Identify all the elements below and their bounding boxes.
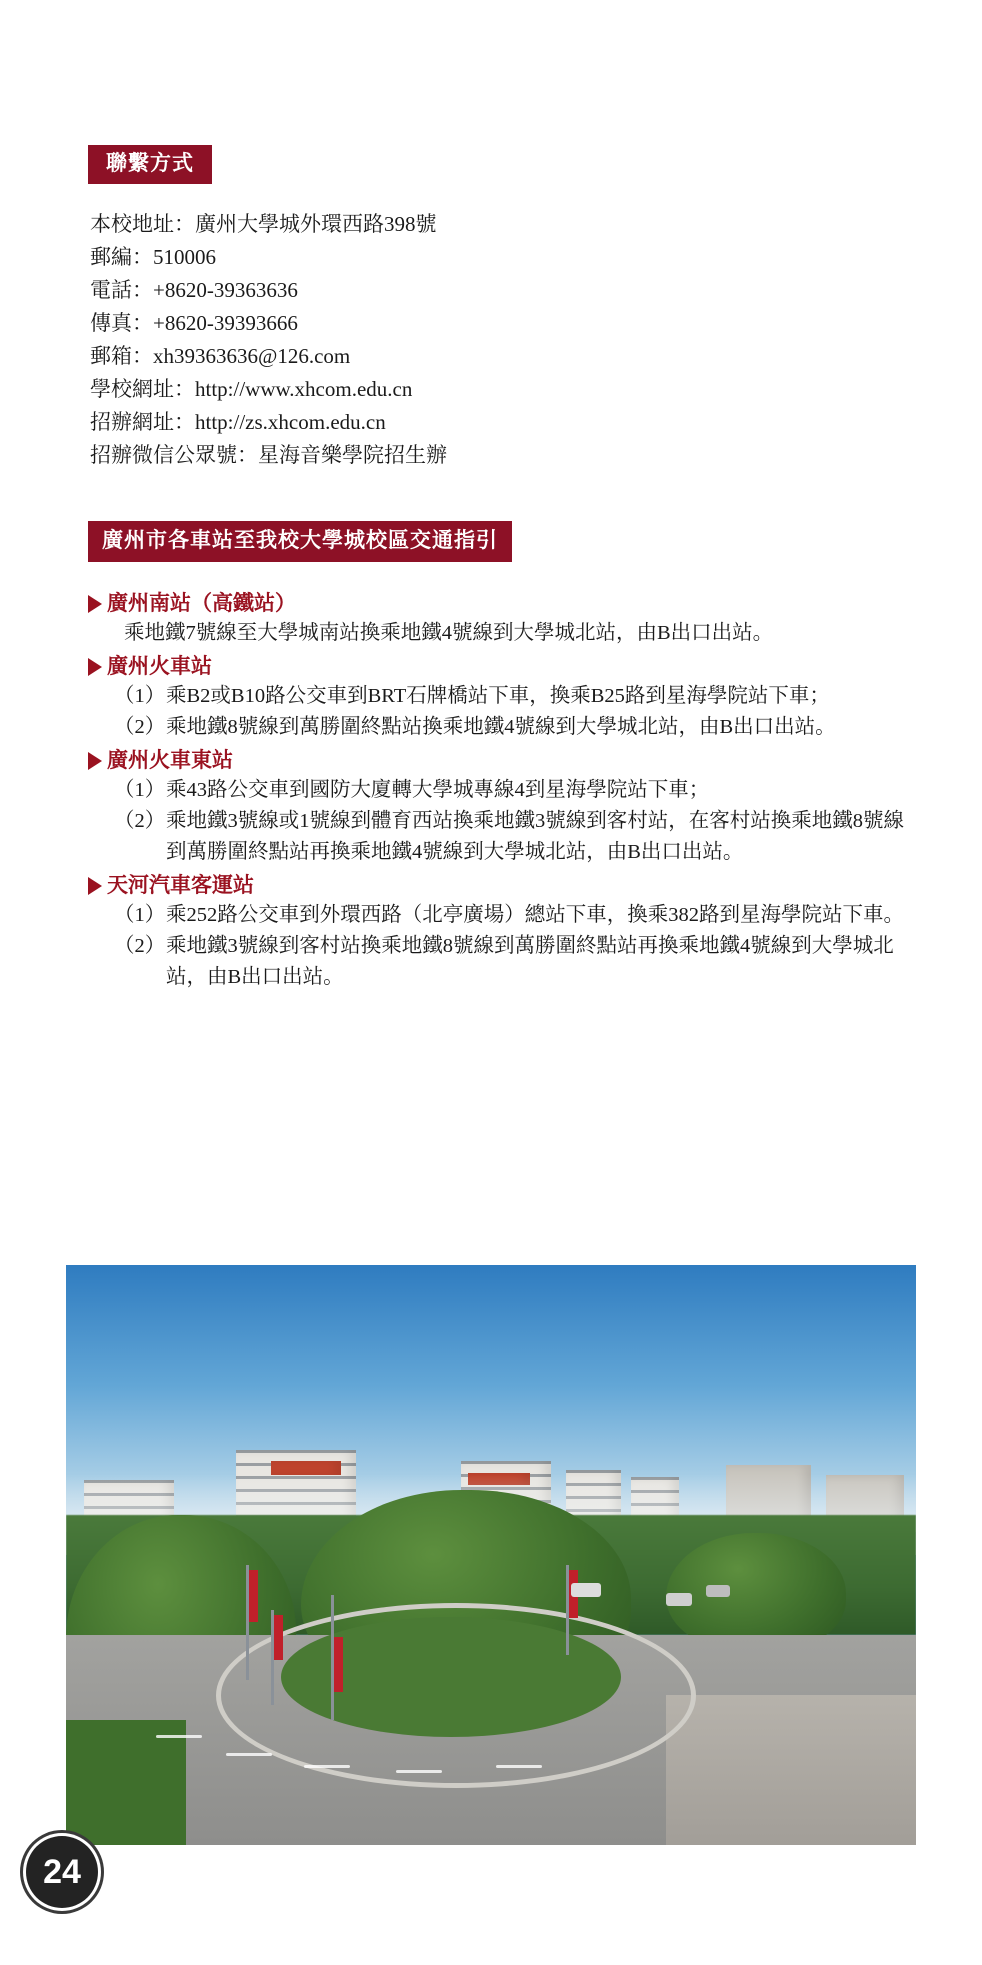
list-item-number: （2） <box>114 716 166 738</box>
list-item <box>114 806 908 868</box>
station-block-guangzhou-railway <box>88 651 908 743</box>
photo-plaza <box>666 1695 916 1845</box>
transport-section-heading: 廣州市各車站至我校大學城校區交通指引 <box>88 521 512 562</box>
triangle-bullet-icon <box>88 877 102 895</box>
list-item-number: （2） <box>114 935 166 957</box>
list-item <box>114 712 908 743</box>
photo-car <box>666 1593 692 1606</box>
station-title-label: 天河汽車客運站 <box>107 873 254 897</box>
station-items <box>88 900 908 993</box>
list-item-number: （1） <box>114 685 166 707</box>
photo-road-marking <box>156 1735 202 1738</box>
station-title <box>88 745 908 775</box>
contact-line-wechat: 招辦微信公眾號：星海音樂學院招生辦 <box>90 443 447 467</box>
contact-line-address: 本校地址：廣州大學城外環西路398號 <box>90 212 437 236</box>
station-block-guangzhou-south <box>88 588 908 649</box>
station-items <box>88 775 908 868</box>
list-item <box>114 931 908 993</box>
station-title <box>88 651 908 681</box>
station-title <box>88 588 908 618</box>
station-items <box>88 681 908 743</box>
list-item-text: 乘地鐵3號線或1號線到體育西站換乘地鐵3號線到客村站，在客村站換乘地鐵8號線到萬勝圍終點站再換乘地鐵4號線到大學城北站，由B出口出站。 <box>166 810 904 863</box>
transport-directions <box>88 588 908 995</box>
list-item-text: 乘252路公交車到外環西路（北亭廣場）總站下車，換乘382路到星海學院站下車。 <box>166 904 904 926</box>
contact-line-postcode: 郵編：510006 <box>90 245 216 269</box>
photo-roundabout-kerb <box>216 1603 696 1788</box>
list-item <box>114 681 908 712</box>
page-number-badge: 24 <box>26 1836 98 1908</box>
contact-section-heading: 聯繫方式 <box>88 145 212 184</box>
contact-line-email: 郵箱：xh39363636@126.com <box>90 344 351 368</box>
photo-car <box>571 1583 601 1597</box>
list-item-text: 乘43路公交車到國防大廈轉大學城專線4到星海學院站下車； <box>166 779 710 801</box>
contact-line-admissions-site: 招辦網址：http://zs.xhcom.edu.cn <box>90 410 386 434</box>
photo-car <box>706 1585 730 1597</box>
list-item-number: （2） <box>114 810 166 832</box>
photo-road-marking <box>226 1753 272 1756</box>
contact-details <box>90 208 890 472</box>
list-item-text: 乘地鐵8號線到萬勝圍終點站換乘地鐵4號線到大學城北站，由B出口出站。 <box>166 716 836 738</box>
list-item <box>114 900 908 931</box>
photo-banner <box>334 1637 343 1692</box>
station-title <box>88 870 908 900</box>
photo-road-marking <box>304 1765 350 1768</box>
photo-road-marking <box>396 1770 442 1773</box>
photo-banner <box>274 1615 283 1660</box>
triangle-bullet-icon <box>88 595 102 613</box>
triangle-bullet-icon <box>88 658 102 676</box>
photo-banner <box>249 1570 258 1622</box>
station-block-guangzhou-east <box>88 745 908 868</box>
station-block-tianhe-coach <box>88 870 908 993</box>
photo-road-marking <box>496 1765 542 1768</box>
station-title-label: 廣州南站（高鐵站） <box>107 591 296 615</box>
station-paragraph: 乘地鐵7號線至大學城南站換乘地鐵4號線到大學城北站，由B出口出站。 <box>124 622 774 644</box>
list-item-text: 乘B2或B10路公交車到BRT石牌橋站下車，換乘B25路到星海學院站下車； <box>166 685 830 707</box>
list-item <box>114 775 908 806</box>
contact-line-fax: 傳真：+8620-39393666 <box>90 311 298 335</box>
station-title-label: 廣州火車站 <box>107 654 212 678</box>
photo-grass <box>66 1720 186 1845</box>
triangle-bullet-icon <box>88 752 102 770</box>
station-title-label: 廣州火車東站 <box>107 748 233 772</box>
contact-line-website: 學校網址：http://www.xhcom.edu.cn <box>90 377 413 401</box>
campus-photo <box>66 1265 916 1845</box>
list-item-number: （1） <box>114 779 166 801</box>
list-item-text: 乘地鐵3號線到客村站換乘地鐵8號線到萬勝圍終點站再換乘地鐵4號線到大學城北站，由B出口出站。 <box>166 935 894 988</box>
contact-line-phone: 電話：+8620-39363636 <box>90 278 298 302</box>
list-item-number: （1） <box>114 904 166 926</box>
